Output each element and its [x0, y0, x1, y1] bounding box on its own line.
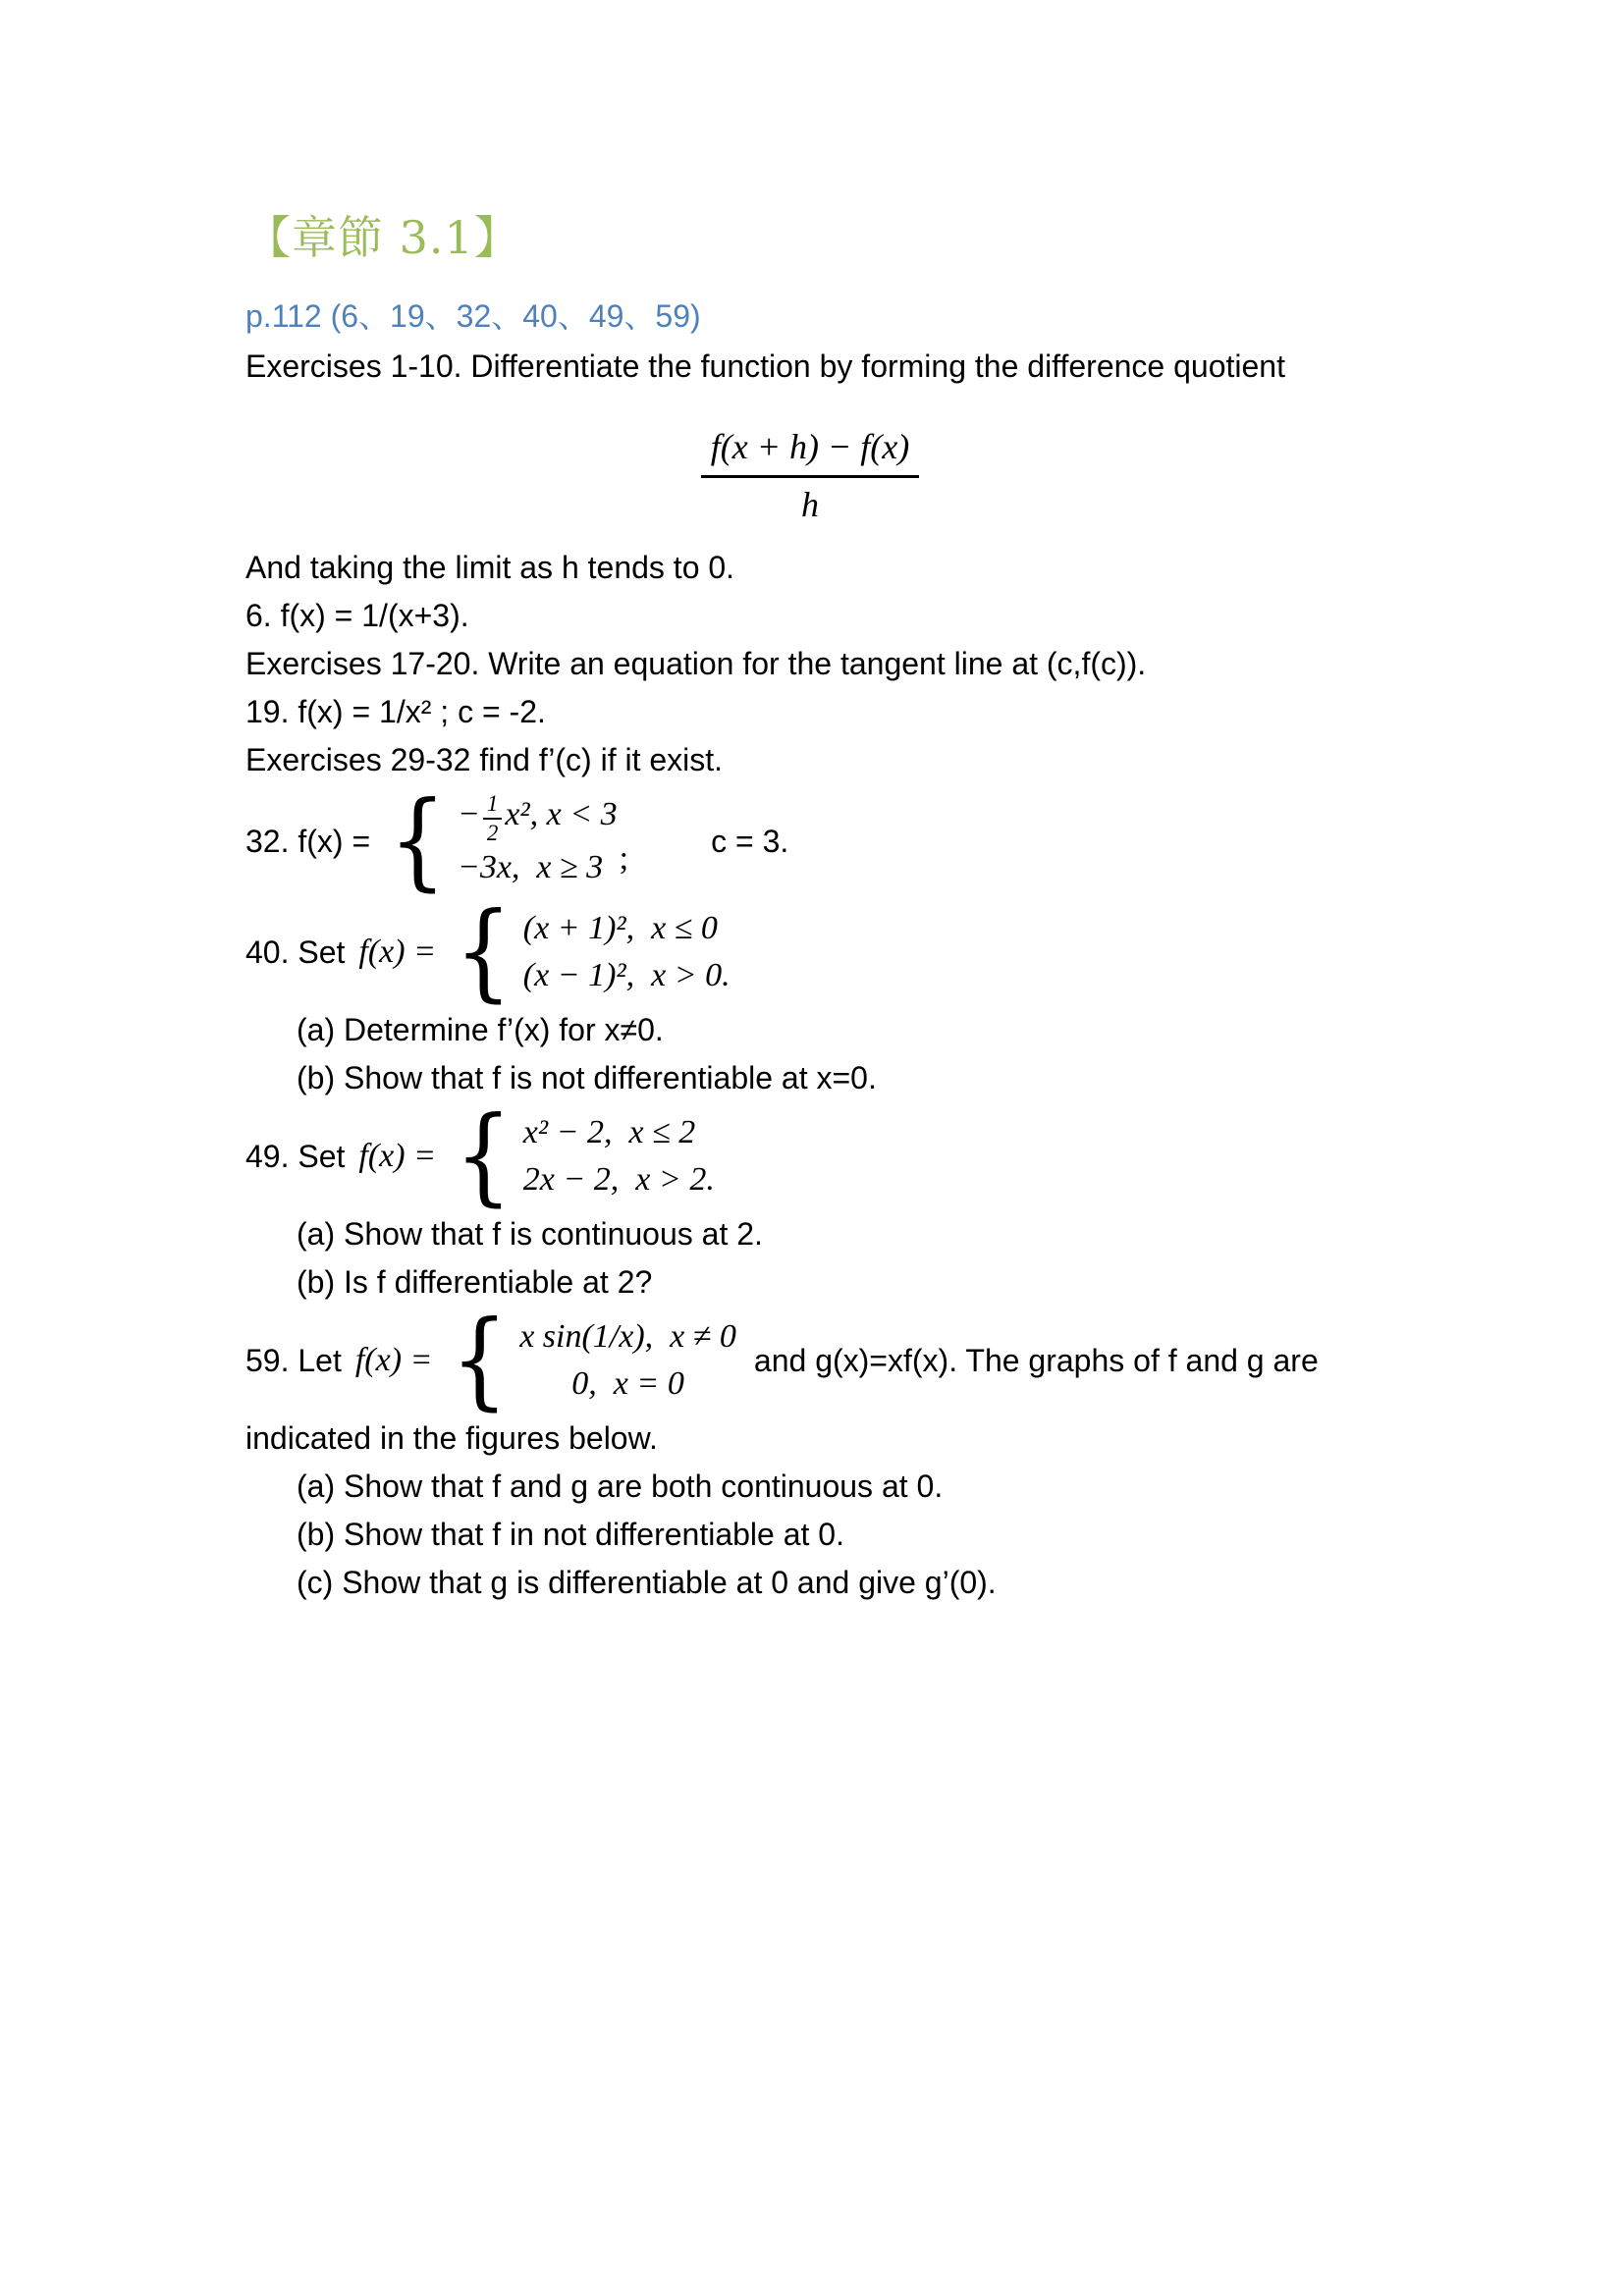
- problem-49-case-1: x² − 2, x ≤ 2: [522, 1114, 696, 1151]
- exercises-29-32-instruction: Exercises 29-32 find f’(c) if it exist.: [245, 742, 724, 778]
- problem-32: [245, 779, 1398, 903]
- problem-40-case-2: (x − 1)², x > 0.: [522, 957, 731, 994]
- problem-59-cases: [519, 1313, 736, 1408]
- problem-59-part-a: (a) Show that f and g are both continuous at 0.: [297, 1468, 944, 1505]
- problem-59-suffix: and g(x)=xf(x). The graphs of f and g are: [753, 1342, 1319, 1378]
- left-brace: {: [389, 779, 447, 903]
- problem-32-c-value: c = 3.: [711, 823, 789, 859]
- problem-59-case-2: 0, x = 0: [571, 1365, 684, 1403]
- exercises-17-20-instruction: Exercises 17-20. Write an equation for the tangent line at (c,f(c)).: [245, 646, 1147, 682]
- case-1-expression: x², x < 3: [505, 796, 618, 833]
- problem-32-case-1: [458, 791, 618, 844]
- page-reference: p.112 (6、19、32、40、49、59): [245, 298, 701, 335]
- problem-59-label: 59. Let: [245, 1342, 342, 1378]
- problem-32-cases: [458, 791, 618, 891]
- problem-49: [245, 1095, 1398, 1218]
- problem-40: [245, 890, 1398, 1014]
- case-1-sign: −: [457, 796, 480, 833]
- problem-59: [245, 1299, 1398, 1422]
- semicolon: ;: [619, 840, 629, 878]
- one-half-fraction: $\frac{1}{2}$: [483, 792, 503, 844]
- difference-quotient-formula: [245, 426, 1375, 525]
- page-title: 【章節 3.1】: [245, 211, 520, 264]
- problem-49-cases: [523, 1109, 715, 1203]
- problem-6: 6. f(x) = 1/(x+3).: [245, 598, 469, 634]
- problem-40-part-a: (a) Determine f’(x) for x≠0.: [297, 1012, 664, 1048]
- problem-59-part-b: (b) Show that f in not differentiable at 0.: [297, 1517, 844, 1553]
- problem-59-continuation: indicated in the figures below.: [245, 1420, 658, 1457]
- problem-49-fx: f(x) =: [358, 1138, 437, 1175]
- problem-40-case-1: (x + 1)², x ≤ 0: [522, 910, 718, 947]
- problem-40-cases: [523, 905, 731, 999]
- problem-49-case-2: 2x − 2, x > 2.: [522, 1161, 715, 1199]
- problem-59-case-1: x sin(1/x), x ≠ 0: [519, 1318, 736, 1356]
- problem-32-label: 32. f(x) =: [245, 823, 371, 859]
- problem-32-case-2: −3x, x ≥ 3: [457, 849, 604, 886]
- difference-quotient-fraction: [701, 426, 920, 525]
- left-brace: {: [455, 1095, 513, 1218]
- problem-40-part-b: (b) Show that f is not differentiable at x=0.: [297, 1060, 877, 1096]
- exercises-1-10-instruction: Exercises 1-10. Differentiate the function by forming the difference quotient: [245, 348, 1285, 385]
- problem-49-part-b: (b) Is f differentiable at 2?: [297, 1264, 653, 1301]
- problem-59-part-c: (c) Show that g is differentiable at 0 and give g’(0).: [297, 1565, 997, 1601]
- limit-instruction: And taking the limit as h tends to 0.: [245, 550, 735, 586]
- problem-49-label: 49. Set: [245, 1138, 346, 1174]
- problem-40-label: 40. Set: [245, 934, 346, 970]
- problem-19: 19. f(x) = 1/x² ; c = -2.: [245, 694, 546, 730]
- fraction-numerator: f(x + h) − f(x): [701, 426, 920, 478]
- problem-49-part-a: (a) Show that f is continuous at 2.: [297, 1216, 763, 1253]
- fraction-denominator: h: [801, 485, 819, 525]
- left-brace: {: [455, 890, 513, 1014]
- left-brace: {: [451, 1299, 510, 1422]
- problem-40-fx: f(x) =: [358, 934, 437, 971]
- problem-59-fx: f(x) =: [354, 1342, 433, 1379]
